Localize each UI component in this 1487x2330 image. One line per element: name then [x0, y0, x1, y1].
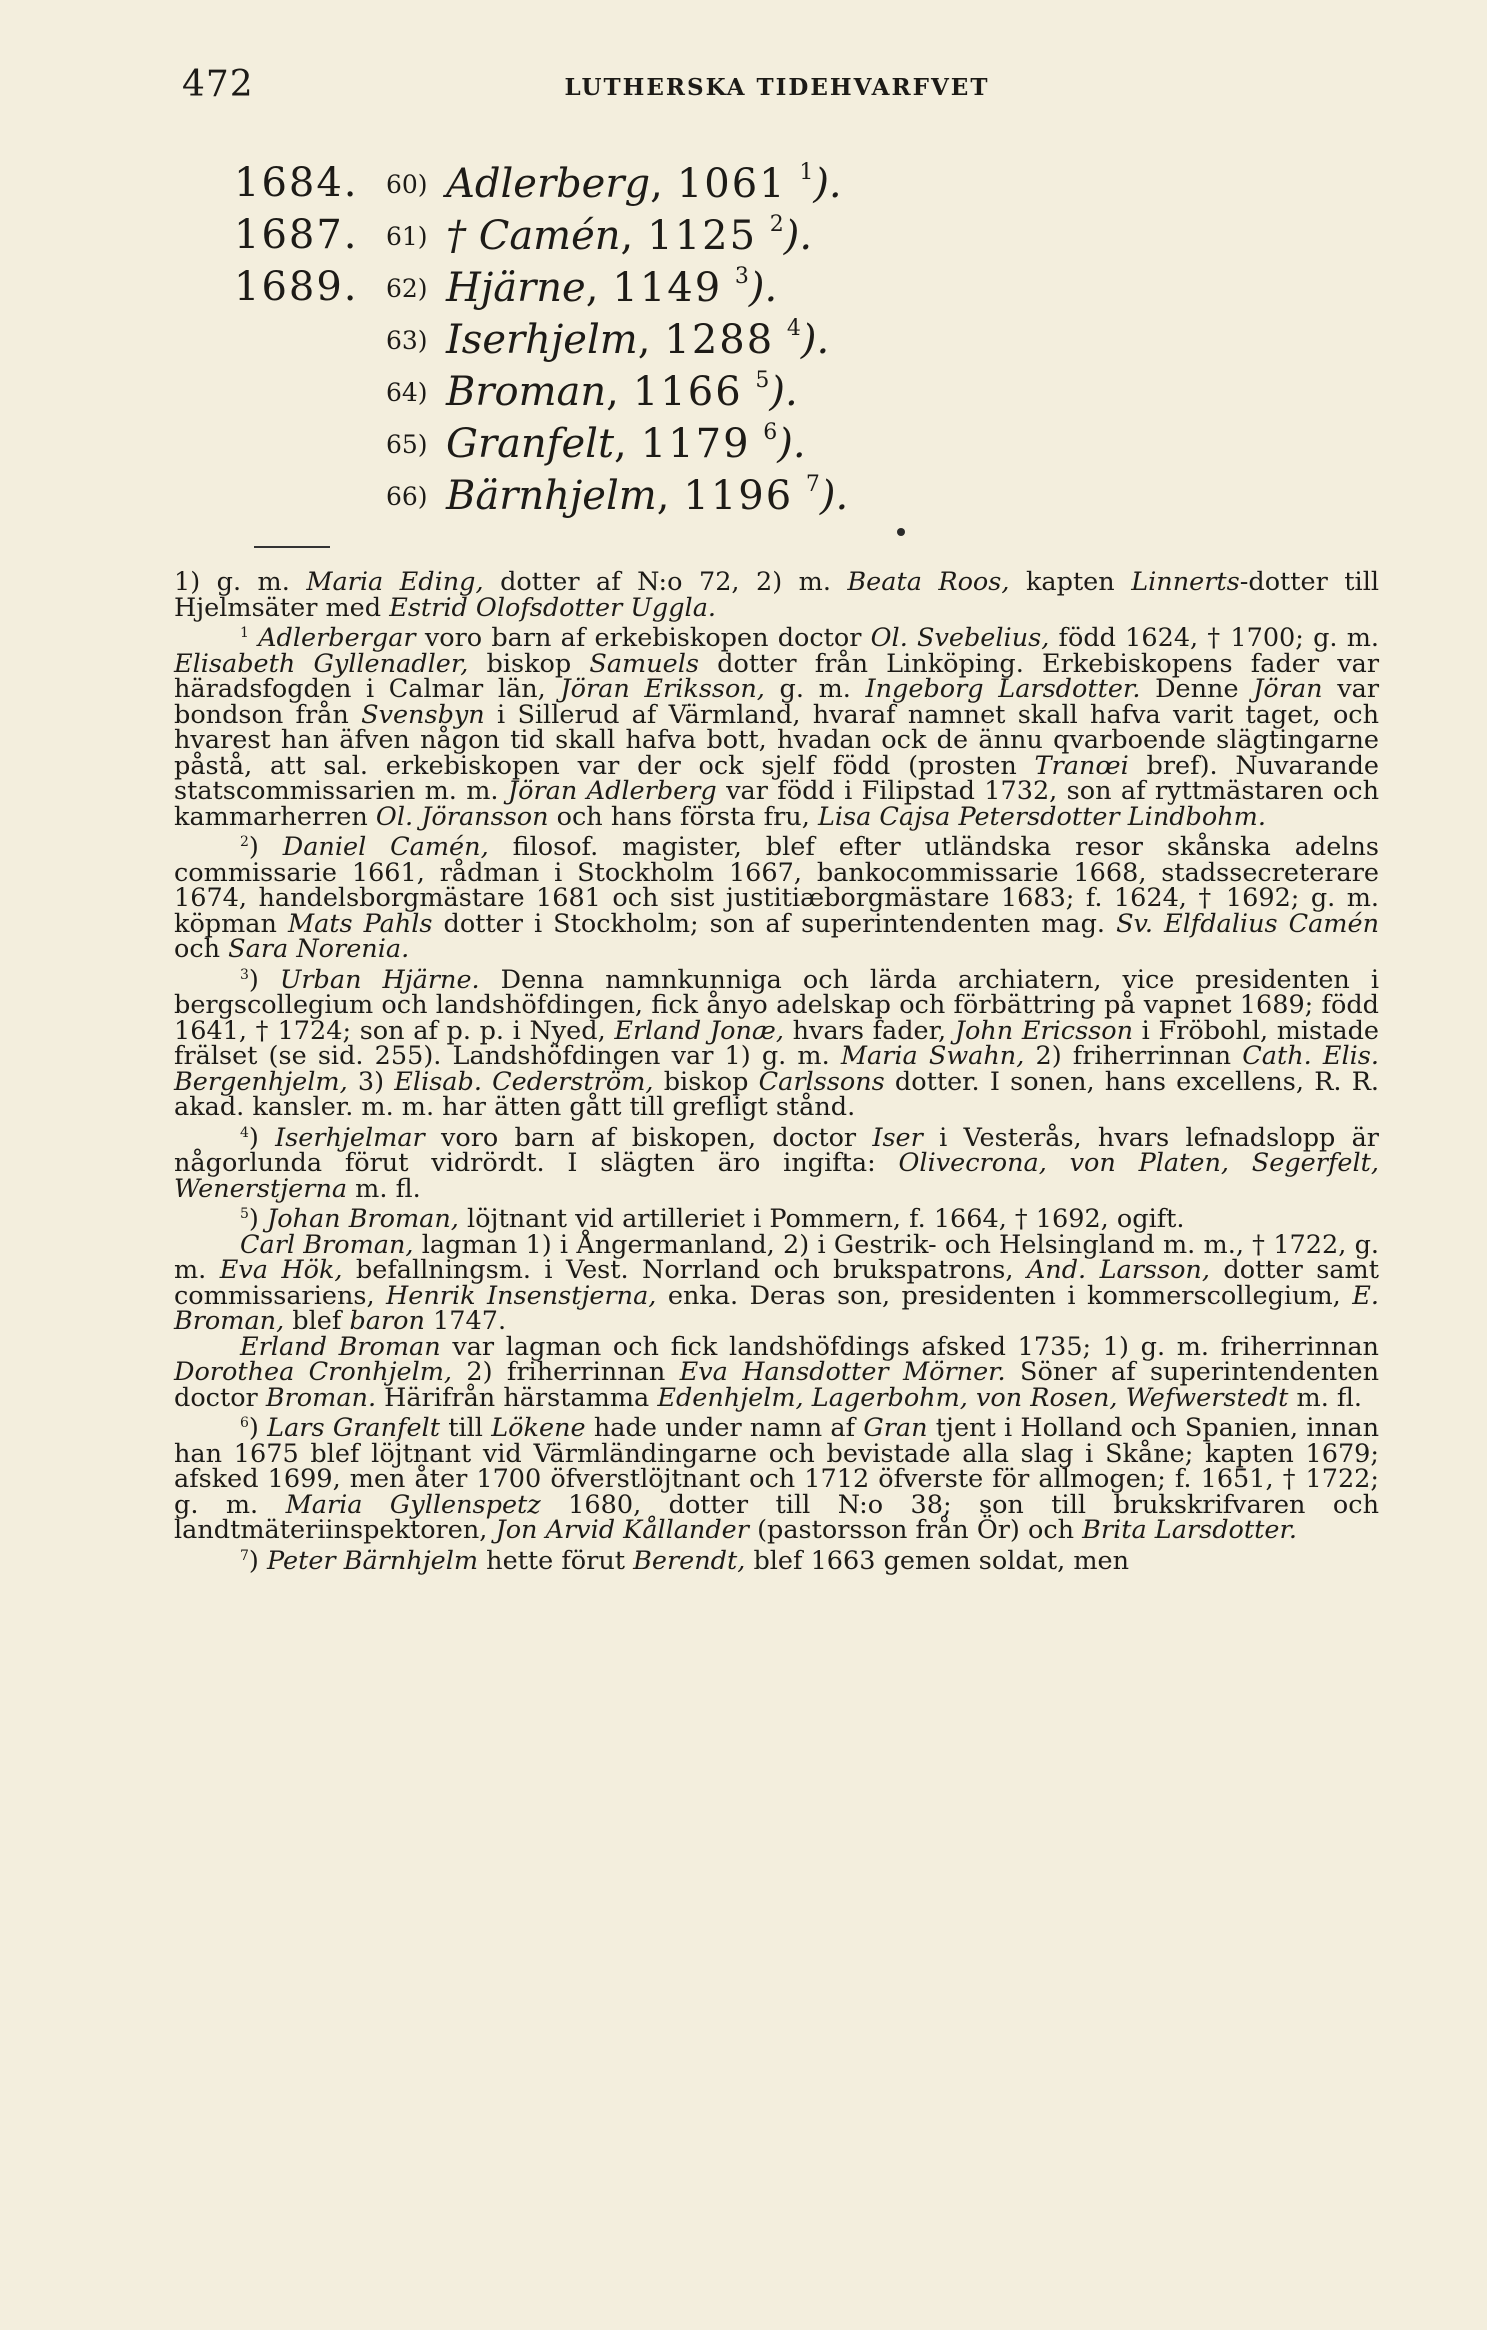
entry-register-number: 1149: [612, 265, 723, 311]
footnote-ref: 3: [734, 264, 749, 289]
entry-comma: ,: [606, 369, 619, 415]
entry-year: 1689.: [234, 264, 359, 310]
footnote-paragraph: Erland Broman var lagman och fick landshöfdings afsked 1735; 1) g. m. friherrinnan Dorothea Cronhjelm, 2) friherrinnan Eva Hansdotter Mörner. Söner af superintendenten doctor Broman. Härifrån härstamma Edenhjelm, Lagerbohm, von Rosen, Wefwerstedt m. fl.: [174, 1331, 1379, 1413]
entry-comma: ,: [585, 265, 599, 311]
page-header: [182, 64, 1372, 112]
entry-register-number: 1288: [664, 317, 775, 363]
footnote-ref: 4: [786, 316, 801, 341]
entry-close: ).: [748, 265, 778, 311]
entry-number: 62): [386, 274, 428, 303]
entry-number: 60): [386, 170, 428, 199]
entry-comma: ,: [650, 161, 663, 207]
footnote-paragraph: $^7$) Peter Bärnhjelm hette förut Berendt, blef 1663 gemen soldat, men: [240, 1545, 1130, 1576]
entry-register-number: 1061: [676, 161, 787, 207]
entry-comma: ,: [637, 317, 651, 363]
entry-name-line: [446, 420, 806, 467]
entry-year: 1687.: [234, 212, 359, 258]
entry-comma: ,: [656, 473, 670, 519]
entry-name: Bärnhjelm: [446, 473, 657, 519]
footnote-ref: 2: [769, 212, 784, 237]
footnotes: [174, 567, 1380, 1576]
footnote-paragraph: $^3$) Urban Hjärne. Denna namnkunniga och lärda archiatern, vice presidenten i bergscollegium och landshöfdingen, fick ånyo adelskap och förbättring på vapnet 1689; född 1641, † 1724; son af p. p. i Nyed, Erland Jonæ, hvars fader, John Ericsson i Fröbohl, mistade frälset (se sid. 255). Landshöfdingen var 1) g. m. Maria Swahn, 2) friherrinnan Cath. Elis. Bergenhjelm, 3) Elisab. Cederström, biskop Carlssons dotter. I sonen, hans excellens, R. R. akad. kansler. m. m. har ätten gått till grefligt stånd.: [174, 964, 1380, 1122]
footnote-ref: 7: [805, 472, 820, 497]
entry-name-line: [446, 368, 798, 415]
print-dot: [897, 528, 905, 536]
running-title: LUTHERSKA TIDEHVARFVET: [564, 74, 990, 101]
entry-number: 61): [386, 222, 428, 251]
entry-open-paren: [787, 161, 800, 207]
entry-number: 66): [386, 482, 428, 511]
entry-number: 65): [386, 430, 428, 459]
footnote-separator: [254, 546, 330, 548]
footnote-ref: 6: [763, 420, 778, 445]
entry-space: [722, 265, 735, 311]
entry-comma: ,: [620, 213, 634, 259]
entry-number: 64): [386, 378, 428, 407]
entry-number: 63): [386, 326, 428, 355]
entry-close: ).: [777, 421, 806, 467]
entry-close: ).: [813, 161, 842, 207]
entry-name-line: [446, 264, 777, 311]
entry-name: † Camén: [446, 213, 621, 259]
entry-name: Hjärne: [446, 265, 586, 311]
entry-register-number: 1166: [632, 369, 743, 415]
entry-close: ).: [783, 213, 813, 259]
footnote-paragraph: $^4$) Iserhjelmar voro barn af biskopen, doctor Iser i Vesterås, hvars lefnadslopp är någorlunda förut vidrördt. I slägten äro ingifta: Olivecrona, von Platen, Segerfelt, Wenerstjerna m. fl.: [174, 1122, 1379, 1204]
entry-close: ).: [819, 473, 849, 519]
entry-space: [774, 317, 787, 363]
entry-register-number: 1196: [683, 473, 794, 519]
entry-space: [793, 473, 806, 519]
entry-name-line: [446, 316, 829, 363]
entry-space: [751, 421, 764, 467]
footnote-paragraph: $^5$) Johan Broman, löjtnant vid artilleriet i Pommern, f. 1664, † 1692, ogift.: [240, 1204, 1185, 1234]
entry-register-number: 1179: [640, 421, 751, 467]
entry-name-line: [446, 160, 842, 207]
footnote-paragraph: 1) g. m. Maria Eding, dotter af N:o 72, 2) m. Beata Roos, kapten Linnerts-dotter till Hjelmsäter med Estrid Olofsdotter Uggla.: [174, 567, 1380, 623]
entry-comma: ,: [614, 421, 627, 467]
entry-register-number: 1125: [647, 213, 758, 259]
entry-name: Iserhjelm: [446, 317, 638, 363]
entry-name: Granfelt: [446, 421, 615, 467]
entry-space: [743, 369, 756, 415]
entry-name-line: [446, 212, 812, 259]
entry-year: 1684.: [234, 160, 359, 206]
footnote-ref: 1: [799, 160, 814, 185]
entry-name: Broman: [446, 369, 607, 415]
footnote-paragraph: Carl Broman, lagman 1) i Ångermanland, 2) i Gestrik- och Helsingland m. m., † 1722, g. m. Eva Hök, befallningsm. i Vest. Norrland och brukspatrons, And. Larsson, dotter samt commissariens, Henrik Insenstjerna, enka. Deras son, presidenten i kommerscollegium, E. Broman, blef baron 1747.: [174, 1229, 1380, 1336]
entry-space: [757, 213, 770, 259]
footnote-ref: 5: [755, 368, 770, 393]
page-number: 472: [182, 64, 254, 105]
entry-name-line: [446, 472, 848, 519]
footnote-paragraph: $^2$) Daniel Camén, filosof. magister, blef efter utländska resor skånska adelns commissarie 1661, rådman i Stockholm 1667, bankocommissarie 1668, stadssecreterare 1674, handelsborgmästare 1681 och sist justitiæborgmästare 1683; f. 1624, † 1692; g. m. köpman Mats Pahls dotter i Stockholm; son af superintendenten mag. Sv. Elfdalius Camén och Sara Norenia.: [174, 832, 1379, 964]
footnote-paragraph: $^6$) Lars Granfelt till Lökene hade under namn af Gran tjent i Holland och Spanien, innan han 1675 blef löjtnant vid Värmländingarne och bevistade alla slag i Skåne; kapten 1679; afsked 1699, men åter 1700 öfverstlöjtnant och 1712 öfverste för allmogen; f. 1651, † 1722; g. m. Maria Gyllenspetz 1680, dotter till N:o 38; son till brukskrifvaren och landtmäteriinspektoren, Jon Arvid Kållander (pastorsson från Ör) och Brita Larsdotter.: [174, 1413, 1379, 1545]
entry-close: ).: [769, 369, 798, 415]
entry-name: Adlerberg: [446, 161, 651, 207]
entry-close: ).: [800, 317, 830, 363]
footnote-paragraph: $^1$ Adlerbergar voro barn af erkebiskopen doctor Ol. Svebelius, född 1624, † 1700; g. m. Elisabeth Gyllenadler, biskop Samuels dotter från Linköping. Erkebiskopens fader var häradsfogden i Calmar län, Jöran Eriksson, g. m. Ingeborg Larsdotter. Denne Jöran var bondson från Svensbyn i Sillerud af Värmland, hvaraf namnet skall hafva varit taget, och hvarest han äfven någon tid skall hafva bott, hvadan ock de ännu qvarboende slägtingarne påstå, att sal. erkebiskopen var der ock sjelf född (prosten Tranœi bref). Nuvarande statscommissarien m. m. Jöran Adlerberg var född i Filipstad 1732, son af ryttmästaren och kammarherren Ol. Jöransson och hans första fru, Lisa Cajsa Petersdotter Lindbohm.: [174, 623, 1380, 832]
